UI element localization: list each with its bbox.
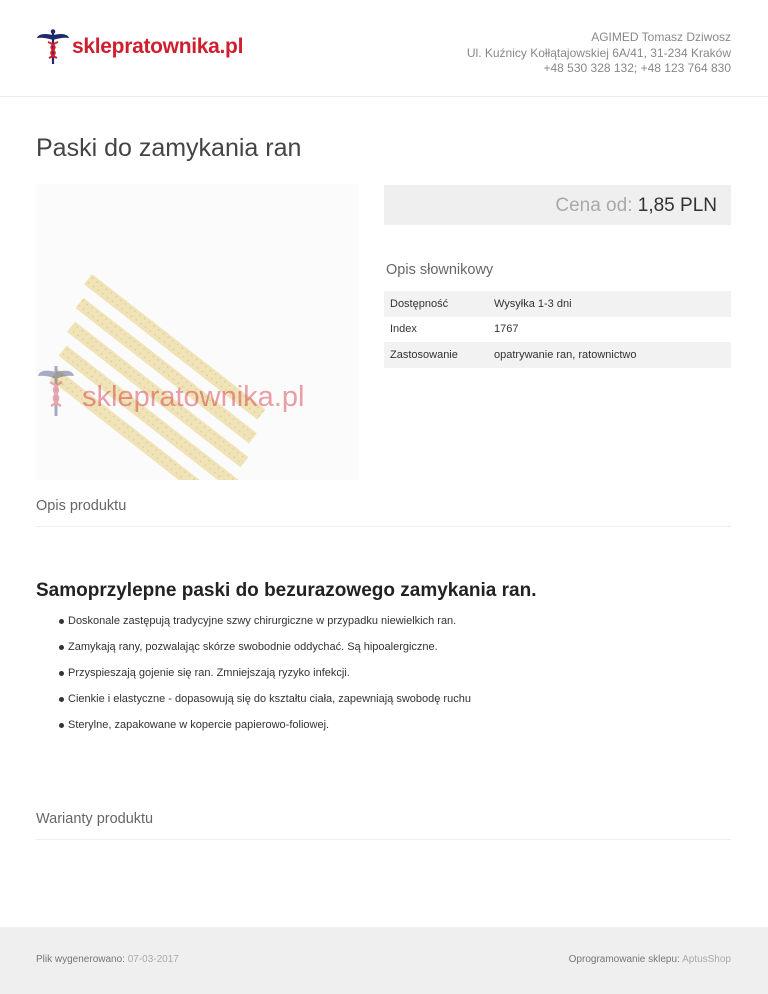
variants-section-title: Warianty produktu: [36, 811, 731, 840]
feature-list: [68, 614, 471, 744]
list-item: Zamykają rany, pozwalając skórze swobodnie oddychać. Są hipoalergiczne.: [68, 640, 471, 666]
generated-date: 07-03-2017: [127, 954, 179, 965]
attribute-value: opatrywanie ran, ratownictwo: [488, 342, 731, 368]
attributes-table: [384, 291, 731, 368]
page-header: [0, 0, 768, 97]
attribute-value: 1767: [494, 323, 519, 336]
attribute-row: [384, 342, 731, 368]
product-image: [36, 184, 359, 480]
software-link[interactable]: AptusShop: [682, 954, 731, 965]
attribute-key: Index: [390, 323, 417, 336]
logo-text: sklepratownika.pl: [72, 35, 244, 58]
image-watermark-text: sklepratownika.pl: [82, 381, 305, 413]
description-heading: Samoprzylepne paski do bezurazowego zamykania ran.: [36, 580, 537, 601]
caduceus-icon: [36, 28, 70, 66]
company-address: Ul. Kuźnicy Kołłątajowskiej 6A/41, 31-234 Kraków: [466, 45, 731, 60]
list-item: Przyspieszają gojenie się ran. Zmniejszają ryzyko infekcji.: [68, 666, 471, 692]
wound-strips-image: [36, 184, 359, 480]
list-item: Sterylne, zapakowane w kopercie papierowo-foliowej.: [68, 718, 471, 744]
attribute-key: Zastosowanie: [384, 342, 488, 368]
company-info: [467, 30, 731, 77]
generated-label: Plik wygenerowano:: [36, 954, 125, 965]
price-box: [384, 185, 731, 225]
list-item: Doskonale zastępują tradycyjne szwy chirurgiczne w przypadku niewielkich ran.: [68, 614, 471, 640]
software-label: Oprogramowanie sklepu:: [568, 954, 680, 965]
attribute-key: Dostępność: [384, 291, 488, 317]
page-footer: [0, 927, 768, 994]
price-label: Cena od:: [555, 195, 633, 216]
generated-info: [36, 954, 179, 965]
attribute-row: [384, 317, 731, 343]
page-title: Paski do zamykania ran: [36, 134, 302, 162]
company-name: AGIMED Tomasz Dziwosz: [591, 30, 731, 44]
price-value: 1,85 PLN: [637, 195, 717, 216]
attribute-value: Wysyłka 1-3 dni: [488, 291, 731, 317]
description-section-title: Opis produktu: [36, 498, 731, 527]
attribute-row: [384, 291, 731, 317]
dictionary-title: Opis słownikowy: [386, 262, 494, 278]
shop-logo[interactable]: [36, 28, 243, 66]
software-info: [569, 954, 731, 965]
list-item: Cienkie i elastyczne - dopasowują się do kształtu ciała, zapewniają swobodę ruchu: [68, 692, 471, 718]
company-phones: +48 530 328 132; +48 123 764 830: [543, 61, 731, 75]
